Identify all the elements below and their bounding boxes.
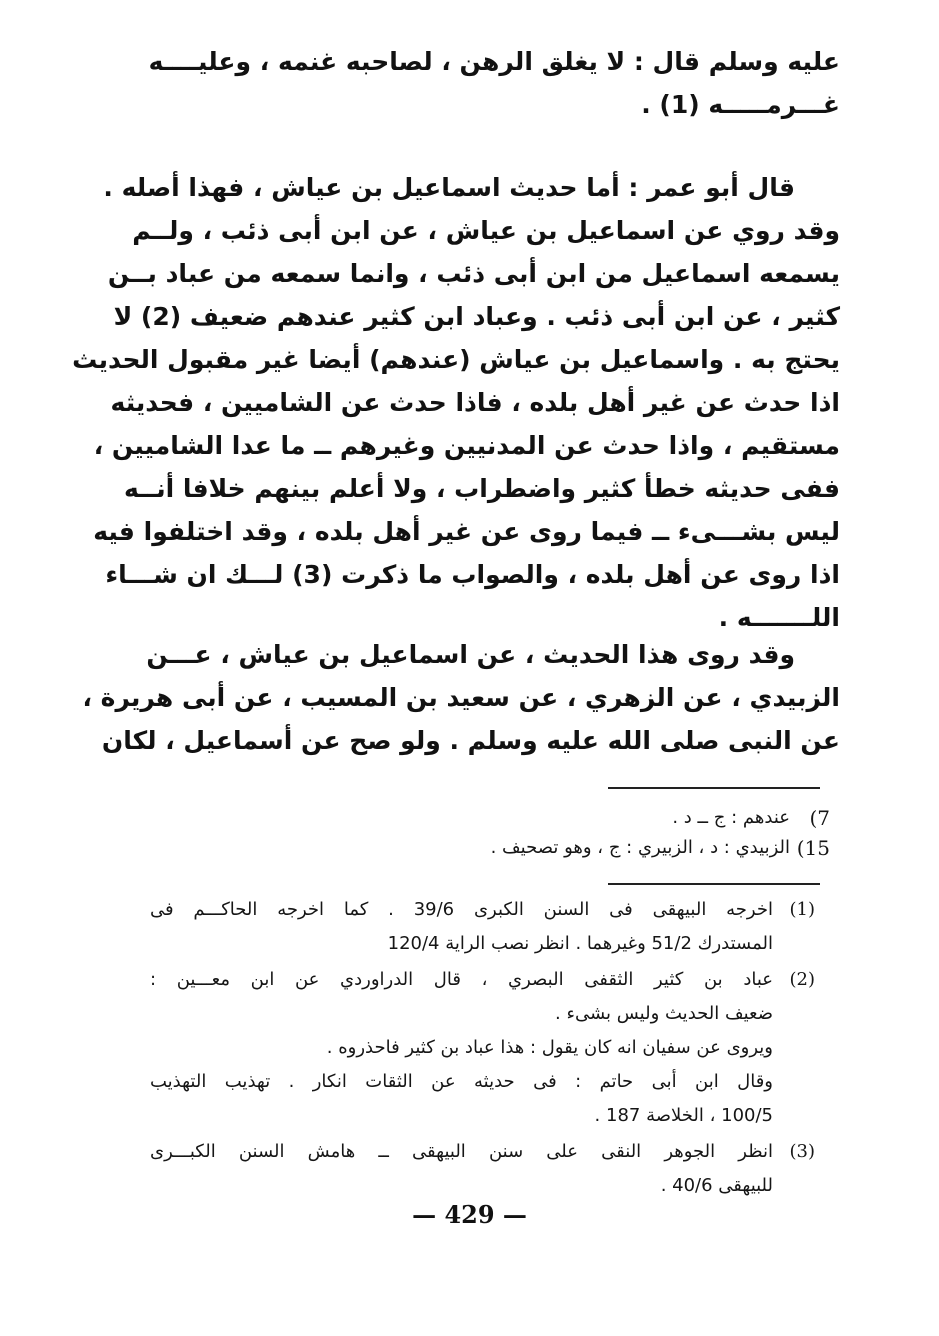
variants-separator [608,787,820,789]
footnote-body [150,893,773,961]
footnote-line: ويروى عن سفيان انه كان يقول : هذا عباد بن كثير فاحذروه . [326,1037,773,1058]
text-line: قال أبو عمر : أما حديث اسماعيل بن عياش ، فهذا أصله . [103,173,795,202]
text-line: اللـــــــه . [718,603,840,632]
text-line: اذا روى عن أهل بلده ، والصواب ما ذكرت (3) لـــك ان شـــاء [105,560,840,589]
footnote-line: ضعيف الحديث وليس بشىء . [555,1003,773,1024]
text-line: ففى حديثه خطأ كثير واضطراب ، ولا أعلم بينهم خلافا أنــه [123,474,840,503]
text-line: ليس بشـــىء ــ فيما روى عن غير أهل بلده ، وقد اختلفوا فيه [93,517,840,546]
variant-line-number: 15) [796,836,830,860]
text-line: وقد روى هذا الحديث ، عن اسماعيل بن عياش ، عـــن [146,640,795,669]
text-line: يحتج به . واسماعيل بن عياش (عندهم) أيضا غير مقبول الحديث [72,345,840,374]
variant-row [330,803,830,833]
text-line: الزبيدي ، عن الزهري ، عن سعيد بن المسيب ، عن أبى هريرة ، [82,683,840,712]
variant-text: عندهم : ج ــ د . [672,807,790,828]
footnote-line: وقال ابن أبى حاتم : فى حديثه عن الثقات انكار . تهذيب التهذيب [150,1071,773,1092]
variant-text: الزبيدي : د ، الزبيري : ج ، وهو تصحيف . [490,837,790,858]
text-line: اذا حدث عن غير أهل بلده ، فاذا حدث عن الشاميين ، فحديثه [110,388,840,417]
text-line: عن النبى صلى الله عليه وسلم . ولو صح عن أسماعيل ، لكان [101,726,840,755]
footnote-2 [150,963,815,1133]
footnote-marker: (3) [789,1141,815,1162]
footnote-3 [150,1135,815,1203]
footnote-line: اخرجه البيهقى فى السنن الكبرى 39/6 . كما اخرجه الحاكـــم فى [150,899,773,920]
text-line: عليه وسلم قال : لا يغلق الرهن ، لصاحبه غنمه ، وعليــــه [148,47,840,76]
text-line: غـــرمـــــه (1) . [641,90,840,119]
footnotes [150,893,815,1203]
main-paragraph-2 [72,166,840,639]
footnote-line: للبيهقى 40/6 . [660,1175,773,1196]
footnote-body [150,1135,773,1203]
text-line: كثير ، عن ابن أبى ذئب . وعباد ابن كثير عندهم ضعيف (2) لا [113,302,840,331]
footnote-line: المستدرك 51/2 وغيرهما . انظر نصب الراية 120/4 [387,933,773,954]
footnotes-separator [608,883,820,885]
text-line: يسمعه اسماعيل من ابن أبى ذئب ، وانما سمعه من عباد بــن [107,259,840,288]
footnote-marker: (1) [789,899,815,920]
footnote-line: انظر الجوهر النقى على سنن البيهقى ــ هامش السنن الكبـــرى [150,1141,773,1162]
footnote-1 [150,893,815,961]
variant-row [330,833,830,863]
page-number: — 429 — [412,1200,527,1229]
textual-variants [330,803,830,863]
main-paragraph-1 [148,40,840,126]
variant-line-number: 7) [809,806,830,830]
main-paragraph-3 [82,633,840,762]
text-line: مستقيم ، واذا حدث عن المدنيين وغيرهم ــ ما عدا الشاميين ، [93,431,840,460]
text-line: وقد روي عن اسماعيل بن عياش ، عن ابن أبى ذئب ، ولــم [132,216,840,245]
footnote-line: عباد بن كثير الثقفى البصري ، قال الدراوردي عن ابن معـــين : [150,969,773,990]
footnote-marker: (2) [789,969,815,990]
footnote-line: 100/5 ، الخلاصة 187 . [594,1105,773,1126]
footnote-body [150,963,773,1133]
